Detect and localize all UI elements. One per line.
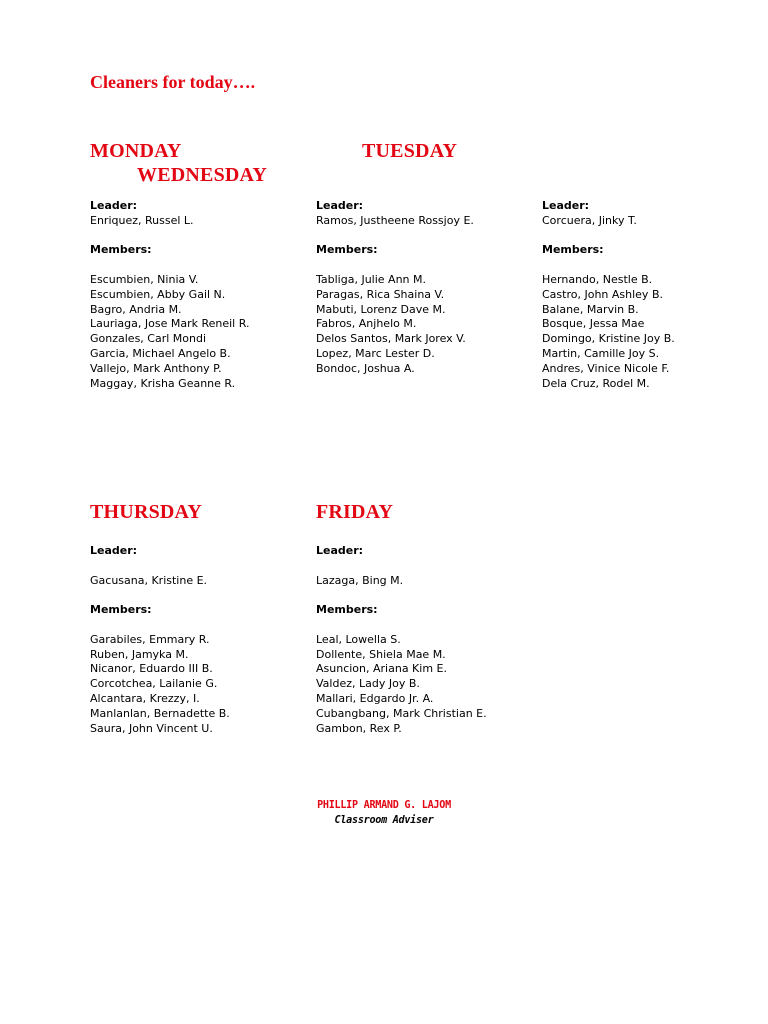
member-item: Saura, John Vincent U. <box>90 721 213 735</box>
member-item: Gambon, Rex P. <box>316 721 402 735</box>
member-item: Garcia, Michael Angelo B. <box>90 346 231 360</box>
member-item: Bosque, Jessa Mae <box>542 317 645 331</box>
member-item: Alcantara, Krezzy, I. <box>90 691 200 705</box>
leader-label: Leader: <box>316 544 364 557</box>
member-item: Corcotchea, Lailanie G. <box>90 677 218 691</box>
leader-name: Corcuera, Jinky T. <box>542 213 637 227</box>
member-item: Martin, Camille Joy S. <box>542 346 660 360</box>
member-item: Castro, John Ashley B. <box>542 287 663 301</box>
heading-thursday: THURSDAY <box>90 501 203 523</box>
leader-name: Ramos, Justheene Rossjoy E. <box>316 213 474 227</box>
roster-friday <box>316 544 487 736</box>
members-label: Members: <box>316 603 378 617</box>
member-list <box>316 273 474 377</box>
leader-label: Leader: <box>542 199 590 212</box>
adviser-name: PHILLIP ARMAND G. LAJOM <box>317 798 451 811</box>
member-item: Paragas, Rica Shaina V. <box>316 287 445 301</box>
leader-name: Enriquez, Russel L. <box>90 213 194 227</box>
member-list <box>90 273 249 391</box>
roster-tuesday <box>316 199 474 377</box>
member-item: Leal, Lowella S. <box>316 632 401 646</box>
member-item: Lopez, Marc Lester D. <box>316 346 435 360</box>
roster-monday <box>90 199 249 391</box>
heading-friday: FRIDAY <box>316 501 394 523</box>
members-label: Members: <box>90 243 152 257</box>
heading-monday: MONDAY <box>90 140 182 162</box>
member-item: Lauriaga, Jose Mark Reneil R. <box>90 317 250 331</box>
members-label: Members: <box>90 603 152 617</box>
leader-name: Lazaga, Bing M. <box>316 573 404 587</box>
page-title: Cleaners for today…. <box>90 72 256 92</box>
adviser-role: Classroom Adviser <box>334 813 434 826</box>
members-label: Members: <box>542 243 604 257</box>
member-list <box>542 273 675 391</box>
member-item: Asuncion, Ariana Kim E. <box>316 662 447 676</box>
members-label: Members: <box>316 243 378 257</box>
member-item: Cubangbang, Mark Christian E. <box>316 706 487 720</box>
heading-wednesday: WEDNESDAY <box>137 164 267 186</box>
roster-wednesday <box>542 199 675 391</box>
member-list <box>316 633 487 737</box>
leader-name: Gacusana, Kristine E. <box>90 573 208 587</box>
member-item: Mallari, Edgardo Jr. A. <box>316 691 434 705</box>
member-item: Fabros, Anjhelo M. <box>316 317 417 331</box>
leader-label: Leader: <box>316 199 364 212</box>
member-item: Hernando, Nestle B. <box>542 272 653 286</box>
member-item: Nicanor, Eduardo III B. <box>90 662 213 676</box>
member-item: Maggay, Krisha Geanne R. <box>90 376 236 390</box>
member-item: Ruben, Jamyka M. <box>90 647 189 661</box>
member-item: Dollente, Shiela Mae M. <box>316 647 446 661</box>
member-item: Bondoc, Joshua A. <box>316 361 415 375</box>
heading-tuesday: TUESDAY <box>362 140 458 162</box>
member-item: Dela Cruz, Rodel M. <box>542 376 650 390</box>
member-item: Escumbien, Ninia V. <box>90 272 199 286</box>
member-list <box>90 633 230 737</box>
member-item: Domingo, Kristine Joy B. <box>542 332 675 346</box>
member-item: Garabiles, Emmary R. <box>90 632 210 646</box>
member-item: Bagro, Andria M. <box>90 302 182 316</box>
member-item: Tabliga, Julie Ann M. <box>316 272 426 286</box>
member-item: Valdez, Lady Joy B. <box>316 677 420 691</box>
member-item: Delos Santos, Mark Jorex V. <box>316 332 466 346</box>
roster-thursday <box>90 544 230 736</box>
member-item: Balane, Marvin B. <box>542 302 639 316</box>
member-item: Andres, Vinice Nicole F. <box>542 361 670 375</box>
member-item: Gonzales, Carl Mondi <box>90 332 207 346</box>
member-item: Escumbien, Abby Gail N. <box>90 287 226 301</box>
leader-label: Leader: <box>90 199 138 212</box>
member-item: Mabuti, Lorenz Dave M. <box>316 302 446 316</box>
member-item: Manlanlan, Bernadette B. <box>90 706 230 720</box>
member-item: Vallejo, Mark Anthony P. <box>90 361 222 375</box>
leader-label: Leader: <box>90 544 138 557</box>
